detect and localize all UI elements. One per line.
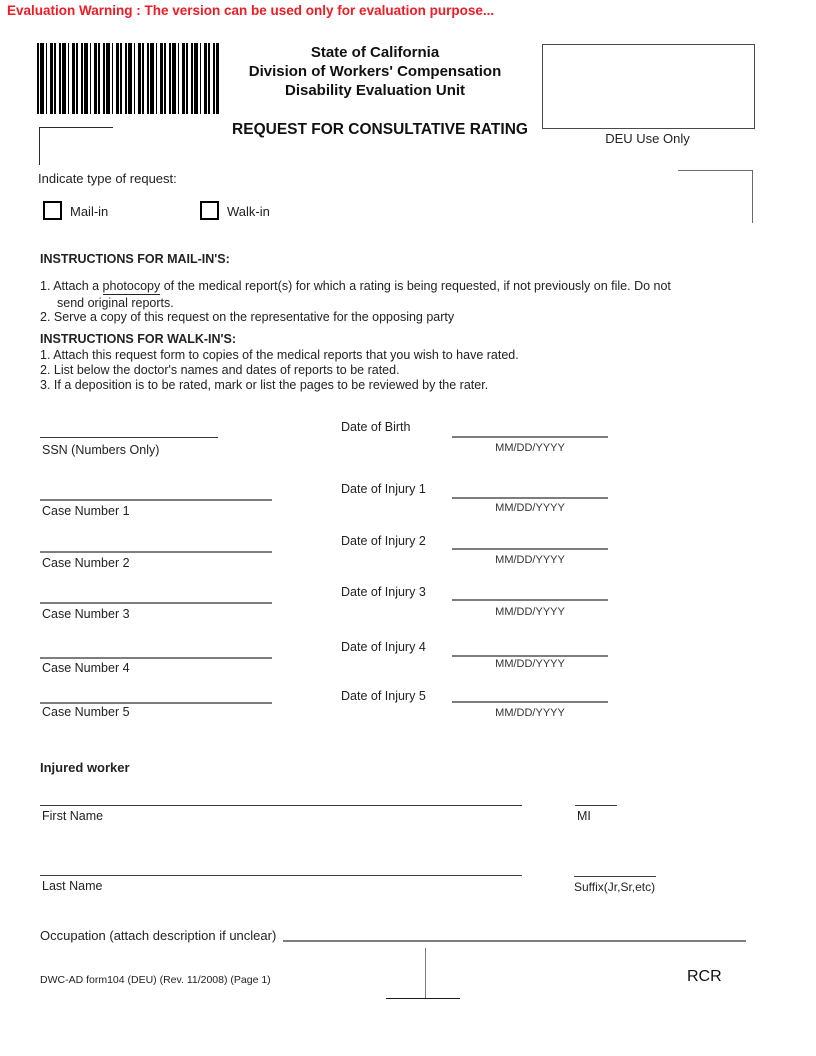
occupation-input-line[interactable] xyxy=(283,940,746,942)
date-of-birth-format-hint: MM/DD/YYYY xyxy=(495,442,565,454)
walk-in-instruction-1: 1. Attach this request form to copies of the medical reports that you wish to have rated. xyxy=(40,348,519,362)
corner-bracket-left xyxy=(39,127,113,165)
date-of-injury-4-input-line[interactable] xyxy=(452,655,608,657)
agency-line-2: Division of Workers' Compensation xyxy=(248,63,502,80)
mail-in-instructions-heading: INSTRUCTIONS FOR MAIL-IN'S: xyxy=(40,252,230,266)
ssn-input-line[interactable] xyxy=(40,437,218,438)
page-title: REQUEST FOR CONSULTATIVE RATING xyxy=(232,121,528,138)
first-name-label: First Name xyxy=(42,809,104,823)
evaluation-warning-text: Evaluation Warning : The version can be used only for evaluation purpose... xyxy=(7,3,495,18)
case-number-1-label: Case Number 1 xyxy=(42,504,130,518)
mail-in-checkbox[interactable] xyxy=(43,201,62,220)
deu-use-only-label: DEU Use Only xyxy=(605,131,690,146)
case-number-5-input-line[interactable] xyxy=(40,702,272,704)
injured-worker-heading: Injured worker xyxy=(40,760,130,775)
case-number-2-label: Case Number 2 xyxy=(42,556,130,570)
corner-bracket-right xyxy=(678,170,753,223)
date-of-injury-5-input-line[interactable] xyxy=(452,701,608,703)
date-of-injury-4-label: Date of Injury 4 xyxy=(341,640,426,654)
deu-use-only-box xyxy=(542,44,755,129)
middle-initial-input-line[interactable] xyxy=(575,805,617,806)
middle-initial-label: MI xyxy=(577,809,591,823)
rcr-code: RCR xyxy=(687,968,722,985)
date-of-injury-1-label: Date of Injury 1 xyxy=(341,482,426,496)
mail-in-instruction-2: 2. Serve a copy of this request on the representative for the opposing party xyxy=(40,310,455,324)
last-name-label: Last Name xyxy=(42,879,103,893)
last-name-input-line[interactable] xyxy=(40,875,522,876)
case-number-1-input-line[interactable] xyxy=(40,499,272,501)
date-of-injury-2-label: Date of Injury 2 xyxy=(341,534,426,548)
case-number-5-label: Case Number 5 xyxy=(42,705,130,719)
mail-in-instruction-1-line-2: send original reports. xyxy=(57,296,174,310)
walk-in-checkbox[interactable] xyxy=(200,201,219,220)
agency-header xyxy=(210,43,540,100)
ssn-label: SSN (Numbers Only) xyxy=(42,443,160,457)
date-of-injury-2-format-hint: MM/DD/YYYY xyxy=(495,554,565,566)
date-of-birth-input-line[interactable] xyxy=(452,436,608,438)
date-of-injury-4-format-hint: MM/DD/YYYY xyxy=(495,658,565,670)
walk-in-checkbox-label: Walk-in xyxy=(227,204,270,219)
barcode-icon xyxy=(37,43,219,114)
date-of-birth-label: Date of Birth xyxy=(341,420,411,434)
mail-in-checkbox-label: Mail-in xyxy=(70,204,109,219)
walk-in-instructions-heading: INSTRUCTIONS FOR WALK-IN'S: xyxy=(40,332,237,346)
first-name-input-line[interactable] xyxy=(40,805,522,806)
request-type-prompt: Indicate type of request: xyxy=(38,171,177,186)
date-of-injury-2-input-line[interactable] xyxy=(452,548,608,550)
date-of-injury-1-input-line[interactable] xyxy=(452,497,608,499)
date-of-injury-5-label: Date of Injury 5 xyxy=(341,689,426,703)
date-of-injury-3-input-line[interactable] xyxy=(452,599,608,601)
mail-in-instruction-1-prefix: 1. Attach a xyxy=(40,279,103,293)
form-id-footer: DWC-AD form104 (DEU) (Rev. 11/2008) (Page 1) xyxy=(40,974,271,986)
occupation-label: Occupation (attach description if unclear) xyxy=(40,928,277,943)
registration-mark-horizontal-line xyxy=(386,998,460,999)
agency-line-3: Disability Evaluation Unit xyxy=(284,82,466,99)
case-number-3-label: Case Number 3 xyxy=(42,607,130,621)
suffix-label: Suffix(Jr,Sr,etc) xyxy=(574,880,656,894)
case-number-3-input-line[interactable] xyxy=(40,602,272,604)
date-of-injury-5-format-hint: MM/DD/YYYY xyxy=(495,707,565,719)
case-number-2-input-line[interactable] xyxy=(40,551,272,553)
suffix-input-line[interactable] xyxy=(574,876,656,877)
date-of-injury-3-format-hint: MM/DD/YYYY xyxy=(495,606,565,618)
registration-mark-vertical-line xyxy=(425,948,426,999)
mail-in-instruction-1-underlined-word: photocopy xyxy=(102,279,161,293)
walk-in-instruction-3: 3. If a deposition is to be rated, mark or list the pages to be reviewed by the rater. xyxy=(40,378,489,392)
date-of-injury-3-label: Date of Injury 3 xyxy=(341,585,426,599)
date-of-injury-1-format-hint: MM/DD/YYYY xyxy=(495,502,565,514)
agency-line-1: State of California xyxy=(310,44,440,61)
mail-in-instruction-1-rest: of the medical report(s) for which a rating is being requested, if not previously on file. Do not xyxy=(160,279,671,293)
case-number-4-label: Case Number 4 xyxy=(42,661,130,675)
walk-in-instruction-2: 2. List below the doctor's names and dates of reports to be rated. xyxy=(40,363,400,377)
case-number-4-input-line[interactable] xyxy=(40,657,272,659)
mail-in-instruction-1-line-1 xyxy=(40,279,671,293)
